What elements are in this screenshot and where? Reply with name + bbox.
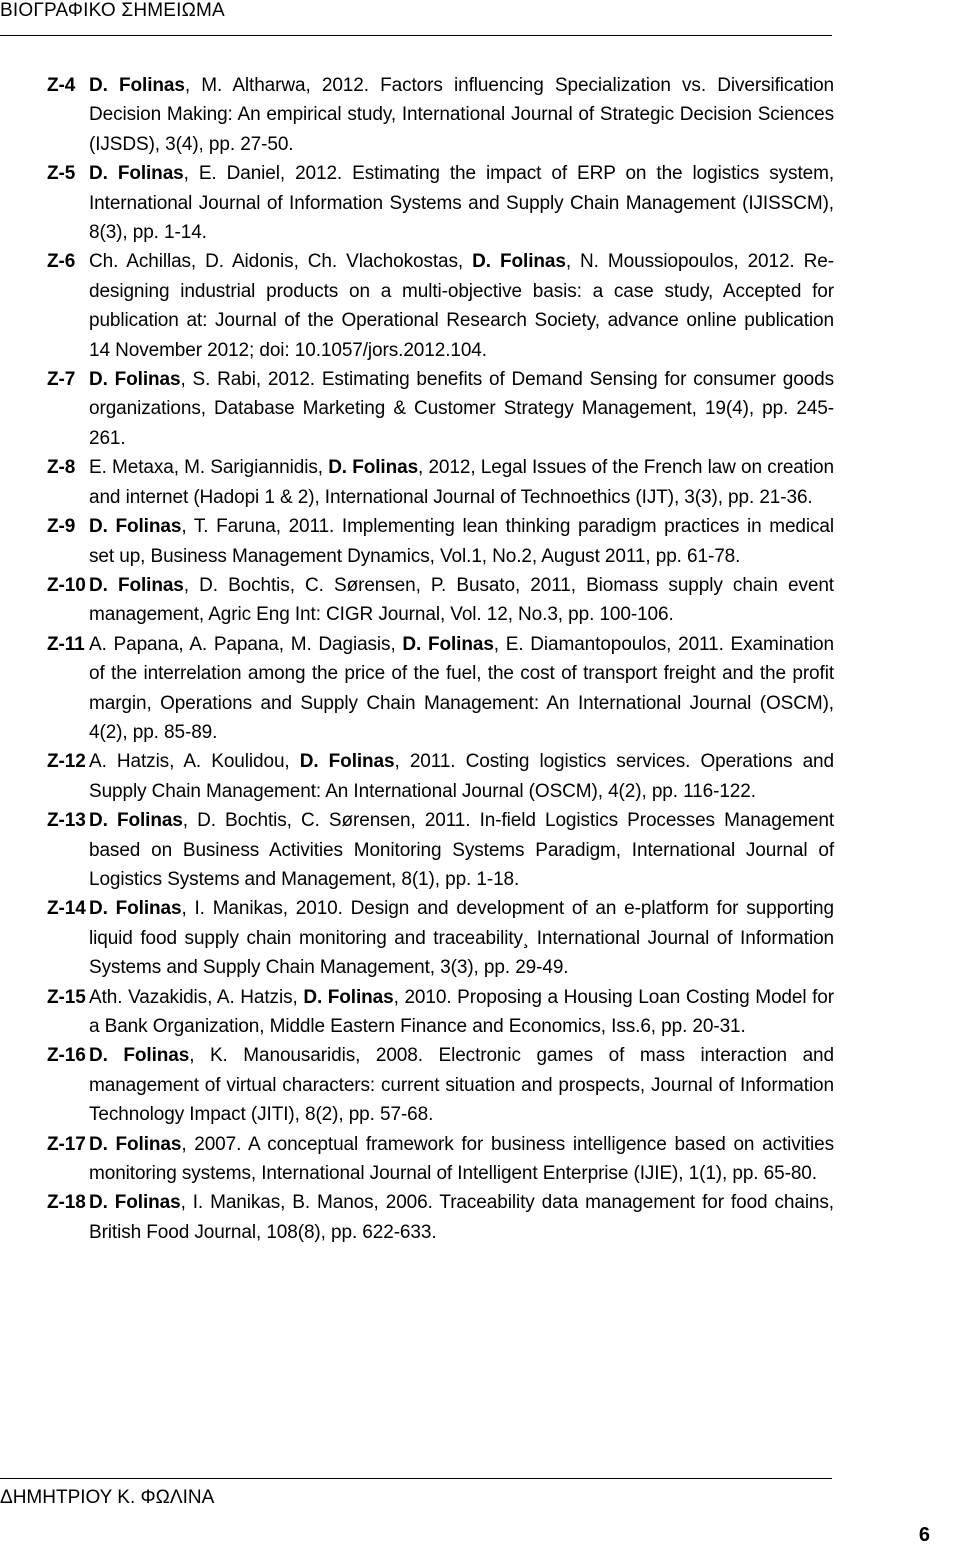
publication-authors-before: A. Hatzis, A. Koulidou, bbox=[89, 751, 300, 773]
publication-item bbox=[47, 806, 834, 894]
publication-code: Z-18 bbox=[47, 1192, 86, 1214]
publication-code: Z-14 bbox=[47, 898, 86, 920]
publication-code: Z-10 bbox=[47, 574, 86, 596]
publication-details: , 2012, Legal Issues of the French law on creation and internet (Hadopi 1 & 2), International Journal of Technoethics (IJT), 3(3), pp. 21-36. bbox=[89, 457, 834, 508]
publication-highlight-author: D. Folinas bbox=[299, 751, 395, 773]
publication-item bbox=[47, 512, 834, 571]
publication-details: , M. Altharwa, 2012. Factors influencing Specialization vs. Diversification Decision Making: An empirical study, International Journal of Strategic Decision Sciences (IJSDS), 3(4), pp. 27-50. bbox=[89, 75, 834, 155]
publication-code: Z-4 bbox=[47, 75, 76, 96]
publication-item bbox=[47, 571, 834, 630]
footer-divider bbox=[0, 1478, 832, 1479]
publication-item bbox=[47, 630, 834, 748]
publication-item bbox=[47, 1130, 834, 1189]
publication-code: Z-13 bbox=[47, 810, 86, 832]
publication-highlight-author: D. Folinas bbox=[89, 75, 185, 96]
publication-highlight-author: D. Folinas bbox=[89, 1133, 182, 1155]
publication-highlight-author: D. Folinas bbox=[89, 898, 182, 920]
page-header-title: ΒΙΟΓΡΑΦΙΚΟ ΣΗΜΕΙΩΜΑ bbox=[0, 0, 225, 21]
publication-details: , E. Daniel, 2012. Estimating the impact of ERP on the logistics system, International Journal of Information Systems and Supply Chain Management (IJISSCM), 8(3), pp. 1-14. bbox=[89, 163, 834, 244]
publication-details: , S. Rabi, 2012. Estimating benefits of Demand Sensing for consumer goods organizations, Database Marketing & Customer Strategy Management, 19(4), pp. 245-261. bbox=[89, 369, 834, 449]
publication-item bbox=[47, 983, 834, 1042]
publication-highlight-author: D. Folinas bbox=[89, 574, 184, 596]
publication-details: , D. Bochtis, C. Sørensen, P. Busato, 2011, Biomass supply chain event management, Agric Eng Int: CIGR Journal, Vol. 12, No.3, pp. 100-106. bbox=[89, 574, 834, 626]
publication-code: Z-15 bbox=[47, 986, 86, 1008]
publication-code: Z-9 bbox=[47, 516, 76, 538]
publication-item bbox=[47, 1188, 834, 1247]
publication-details: , 2010. Proposing a Housing Loan Costing Model for a Bank Organization, Middle Eastern Finance and Economics, Iss.6, pp. 20-31. bbox=[89, 986, 835, 1037]
publication-highlight-author: D. Folinas bbox=[89, 163, 184, 185]
publication-authors-before: E. Metaxa, M. Sarigiannidis, bbox=[89, 457, 329, 479]
publication-highlight-author: D. Folinas bbox=[89, 516, 182, 538]
publication-code: Z-5 bbox=[47, 163, 76, 185]
publication-details: , T. Faruna, 2011. Implementing lean thinking paradigm practices in medical set up, Business Management Dynamics, Vol.1, No.2, August 2011, pp. 61-78. bbox=[89, 516, 834, 567]
publication-item bbox=[47, 71, 834, 159]
publication-list bbox=[47, 71, 834, 1247]
publication-code: Z-7 bbox=[47, 369, 76, 391]
publication-details: , 2007. A conceptual framework for business intelligence based on activities monitoring systems, International Journal of Intelligent Enterprise (IJIE), 1(1), pp. 65-80. bbox=[89, 1133, 834, 1185]
publication-details: , E. Diamantopoulos, 2011. Examination of the interrelation among the price of the fuel, the cost of transport freight and the profit margin, Operations and Supply Chain Management: An International Journal (OSCM), 4(2), pp. 85-89. bbox=[89, 633, 834, 743]
publication-details: , 2011. Costing logistics services. Operations and Supply Chain Management: An International Journal (OSCM), 4(2), pp. 116-122. bbox=[89, 751, 834, 802]
publication-highlight-author: D. Folinas bbox=[89, 369, 181, 391]
publication-code: Z-12 bbox=[47, 751, 86, 773]
publication-item bbox=[47, 453, 834, 512]
publication-item bbox=[47, 1041, 834, 1129]
publication-highlight-author: D. Folinas bbox=[89, 1045, 190, 1067]
publication-highlight-author: D. Folinas bbox=[328, 457, 419, 479]
publication-authors-before: A. Papana, A. Papana, M. Dagiasis, bbox=[89, 633, 403, 655]
publication-authors-before: Ch. Achillas, D. Aidonis, Ch. Vlachokostas, bbox=[89, 251, 473, 273]
publication-highlight-author: D. Folinas bbox=[89, 810, 183, 832]
publication-details: , K. Manousaridis, 2008. Electronic games of mass interaction and management of virtual characters: current situation and prospects, Journal of Information Technology Impact (JITI), 8(2), pp. 57-68. bbox=[89, 1045, 834, 1126]
publication-details: , D. Bochtis, C. Sørensen, 2011. In-field Logistics Processes Management based on Business Activities Monitoring Systems Paradigm, International Journal of Logistics Systems and Management, 8(1), pp. 1-18. bbox=[89, 810, 834, 890]
publication-details: , N. Moussiopoulos, 2012. Re-designing industrial products on a multi-objective basis: a case study, Accepted for publication at: Journal of the Operational Research Society, advance online publication 14 November 2012; doi: 10.1057/jors.2012.104. bbox=[89, 251, 834, 361]
publication-code: Z-17 bbox=[47, 1133, 86, 1155]
publication-highlight-author: D. Folinas bbox=[89, 1192, 181, 1214]
publication-highlight-author: D. Folinas bbox=[402, 633, 494, 655]
publication-details: , I. Manikas, 2010. Design and development of an e-platform for supporting liquid food supply chain monitoring and traceability¸ International Journal of Information Systems and Supply Chain Management, 3(3), pp. 29-49. bbox=[89, 898, 834, 979]
publication-item bbox=[47, 365, 834, 453]
publication-item bbox=[47, 159, 834, 247]
publication-item bbox=[47, 894, 834, 982]
publication-item bbox=[47, 247, 834, 365]
publication-code: Z-11 bbox=[47, 633, 85, 655]
publication-authors-before: Ath. Vazakidis, A. Hatzis, bbox=[89, 986, 304, 1008]
publication-item bbox=[47, 747, 834, 806]
header-divider bbox=[0, 35, 832, 36]
publication-details: , I. Manikas, B. Manos, 2006. Traceability data management for food chains, British Food Journal, 108(8), pp. 622-633. bbox=[89, 1192, 834, 1243]
publication-code: Z-8 bbox=[47, 457, 76, 479]
publication-highlight-author: D. Folinas bbox=[472, 251, 566, 273]
page-number: 6 bbox=[918, 1524, 930, 1546]
footer-author-name: ΔΗΜΗΤΡΙΟΥ Κ. ΦΩΛΙΝΑ bbox=[0, 1487, 215, 1508]
publication-highlight-author: D. Folinas bbox=[303, 986, 394, 1008]
publication-code: Z-6 bbox=[47, 251, 76, 273]
publication-code: Z-16 bbox=[47, 1045, 86, 1067]
